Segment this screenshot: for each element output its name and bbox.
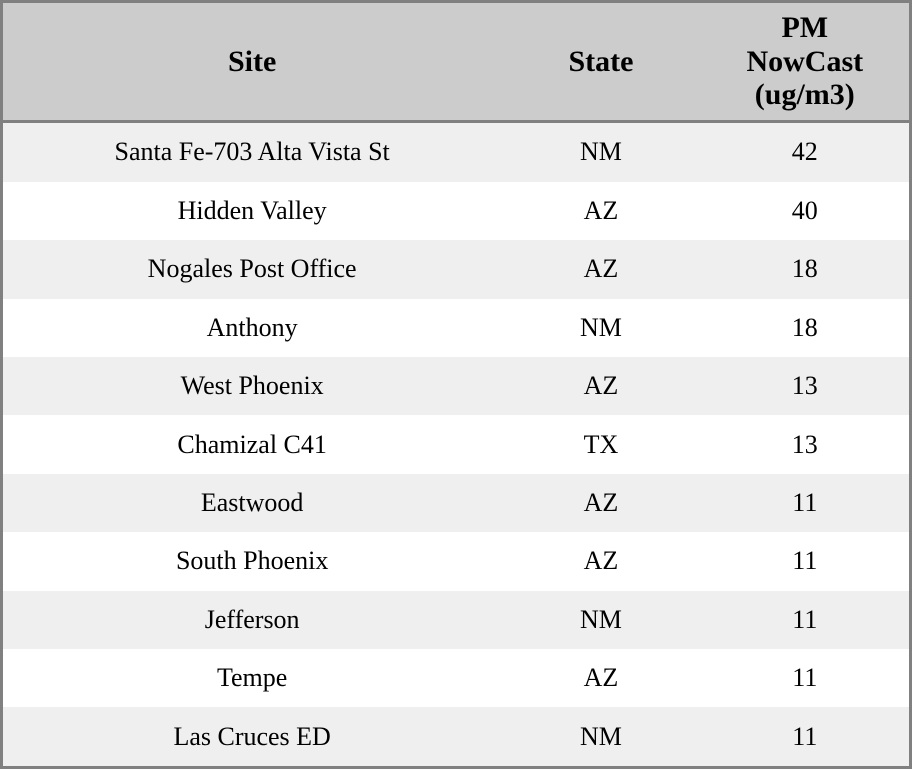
column-header-value	[701, 3, 909, 121]
cell-site: South Phoenix	[3, 532, 501, 590]
table-row	[3, 182, 909, 240]
column-header-value-line2: NowCast	[746, 44, 864, 78]
cell-state: AZ	[501, 182, 700, 240]
table-row	[3, 707, 909, 766]
cell-value: 13	[701, 415, 909, 473]
cell-site: Santa Fe-703 Alta Vista St	[3, 121, 501, 182]
cell-site: West Phoenix	[3, 357, 501, 415]
table-row	[3, 532, 909, 590]
cell-state: AZ	[501, 649, 700, 707]
air-quality-table	[3, 3, 909, 766]
table-row	[3, 299, 909, 357]
cell-value: 13	[701, 357, 909, 415]
cell-value: 11	[701, 532, 909, 590]
cell-state: AZ	[501, 240, 700, 298]
column-header-state-label: State	[568, 44, 634, 78]
cell-value: 40	[701, 182, 909, 240]
cell-value: 11	[701, 707, 909, 766]
cell-site: Tempe	[3, 649, 501, 707]
cell-value: 11	[701, 649, 909, 707]
cell-state: AZ	[501, 474, 700, 532]
table-row	[3, 649, 909, 707]
cell-value: 18	[701, 299, 909, 357]
column-header-site	[3, 3, 501, 121]
cell-value: 11	[701, 591, 909, 649]
cell-site: Anthony	[3, 299, 501, 357]
cell-state: AZ	[501, 357, 700, 415]
table-row	[3, 474, 909, 532]
column-header-value-line1: PM	[781, 11, 829, 44]
cell-value: 42	[701, 121, 909, 182]
table-row	[3, 591, 909, 649]
cell-site: Chamizal C41	[3, 415, 501, 473]
column-header-state	[501, 3, 700, 121]
table-header-row	[3, 3, 909, 121]
cell-site: Hidden Valley	[3, 182, 501, 240]
cell-site: Eastwood	[3, 474, 501, 532]
cell-state: TX	[501, 415, 700, 473]
cell-value: 11	[701, 474, 909, 532]
cell-site: Las Cruces ED	[3, 707, 501, 766]
cell-state: NM	[501, 707, 700, 766]
cell-value: 18	[701, 240, 909, 298]
cell-state: NM	[501, 121, 700, 182]
cell-state: AZ	[501, 532, 700, 590]
table-header	[3, 3, 909, 121]
column-header-value-line3: (ug/m3)	[754, 78, 855, 112]
cell-site: Nogales Post Office	[3, 240, 501, 298]
table-body	[3, 121, 909, 766]
table-row	[3, 121, 909, 182]
table-row	[3, 240, 909, 298]
cell-state: NM	[501, 591, 700, 649]
cell-site: Jefferson	[3, 591, 501, 649]
column-header-site-label: Site	[227, 44, 277, 78]
table-row	[3, 415, 909, 473]
table-row	[3, 357, 909, 415]
cell-state: NM	[501, 299, 700, 357]
